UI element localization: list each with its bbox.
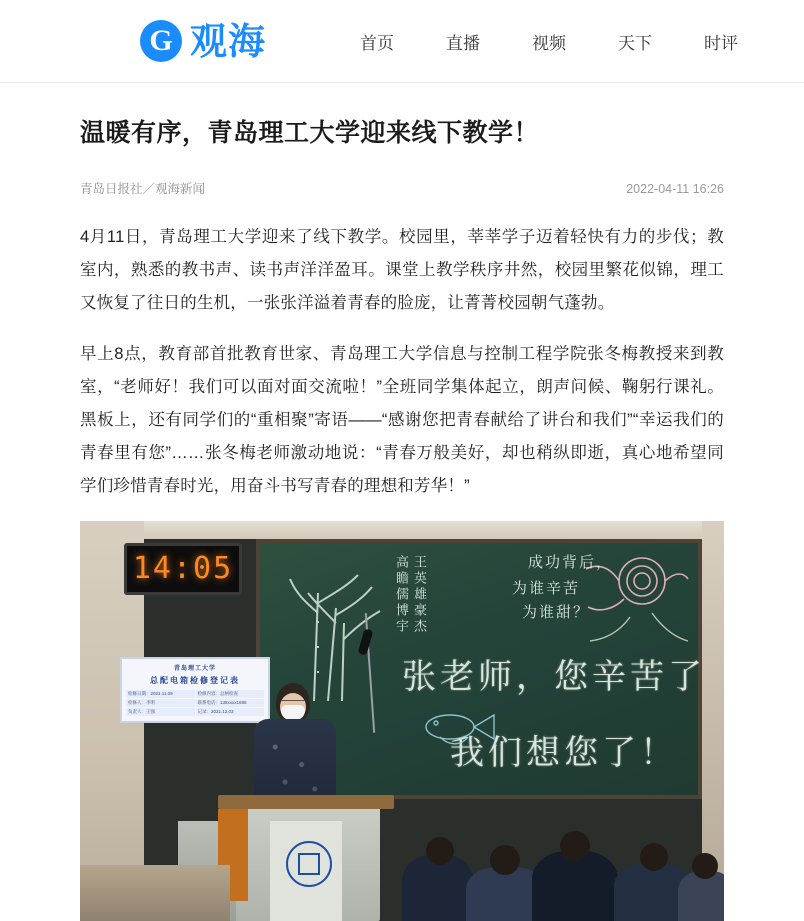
article-container [80, 83, 724, 921]
article-photo [80, 521, 724, 921]
classroom-photo [80, 521, 724, 921]
notice-cell: 记录：2021.12.03 [196, 708, 265, 716]
teacher-clothing-pattern [262, 733, 328, 803]
nav-item-world[interactable]: 天下 [618, 33, 652, 53]
site-logo-text: 观海 [190, 20, 266, 62]
blackboard-vertical-text-2: 高瞻儒博宇 [394, 554, 409, 635]
university-emblem-icon [286, 841, 332, 887]
blackboard-slogan-line-3: 为谁甜？ [522, 604, 591, 621]
student-silhouette [532, 851, 618, 921]
guanhai-logo-icon: G [140, 20, 182, 62]
notice-board-header: 青岛理工大学 [173, 665, 216, 672]
student-head [692, 853, 718, 879]
blackboard-slogan-line-2: 为谁辛苦 [512, 580, 581, 597]
blackboard-message-line-2: 我们想您了！ [450, 734, 678, 772]
nav-item-video[interactable]: 视频 [532, 33, 566, 53]
nav-item-commentary[interactable]: 时评 [704, 33, 738, 53]
podium-desktop [218, 795, 394, 809]
teacher-face-mask [281, 705, 305, 720]
article-source: 青岛日报社／观海新闻 [80, 181, 206, 196]
notice-cell: 检修日期：2021.11.09 [126, 690, 195, 698]
article-meta [80, 179, 724, 197]
digital-clock [124, 543, 242, 595]
bamboo-chalk-drawing [284, 553, 404, 703]
article-timestamp: 2022-04-11 16:26 [626, 181, 724, 196]
student-head [640, 843, 668, 871]
article-paragraph: 早上8点，教育部首批教育世家、青岛理工大学信息与控制工程学院张冬梅教授来到教室，“老师好！我们可以面对面交流啦！”全班同学集体起立，朗声问候、鞠躬行课礼。黑板上，还有同学们的“重相聚”寄语——“感谢您把青春献给了讲台和我们”“幸运我们的青春里有您”……张冬梅老师激动地说：“青春万般美好，却也稍纵即逝，真心地希望同学们珍惜青春时光，用奋斗书写青春的理想和芳华！” [80, 344, 724, 495]
article-paragraph: 4月11日，青岛理工大学迎来了线下教学。校园里，莘莘学子迈着轻快有力的步伐；教室内，熟悉的教书声、读书声洋洋盈耳。课堂上教学秩序井然，校园里繁花似锦，理工又恢复了往日的生机，一张张洋溢着青春的脸庞，让菁菁校园朝气蓬勃。 [80, 227, 724, 312]
blackboard-message-line-1: 张老师，您辛苦了 [402, 658, 706, 696]
main-navigation [360, 29, 738, 54]
nav-item-home[interactable]: 首页 [360, 33, 394, 53]
notice-board [120, 657, 270, 723]
student-head [560, 831, 590, 861]
notice-cell: 联系电话：138xxxx1688 [196, 699, 265, 707]
blackboard-slogan-line-1: 成功背后， [528, 554, 614, 571]
site-logo[interactable] [140, 20, 266, 62]
classroom-desk [80, 865, 230, 921]
notice-cell: 检修内容：总闸检查 [196, 690, 265, 698]
blackboard-vertical-text-1: 王英雄豪杰 [412, 554, 427, 635]
fish-chalk-drawing [410, 691, 500, 761]
ceiling [80, 521, 724, 539]
student-head [426, 837, 454, 865]
clock-time: 14:05 [132, 551, 234, 586]
notice-cell: 负责人：王强 [126, 708, 195, 716]
article-title: 温暖有序，青岛理工大学迎来线下教学！ [80, 119, 540, 147]
nav-item-live[interactable]: 直播 [446, 33, 480, 53]
notice-board-title: 总配电箱检修登记表 [150, 675, 240, 685]
site-header [0, 0, 804, 83]
notice-board-grid [126, 690, 264, 716]
notice-cell: 检修人：李明 [126, 699, 195, 707]
student-head [490, 845, 520, 875]
